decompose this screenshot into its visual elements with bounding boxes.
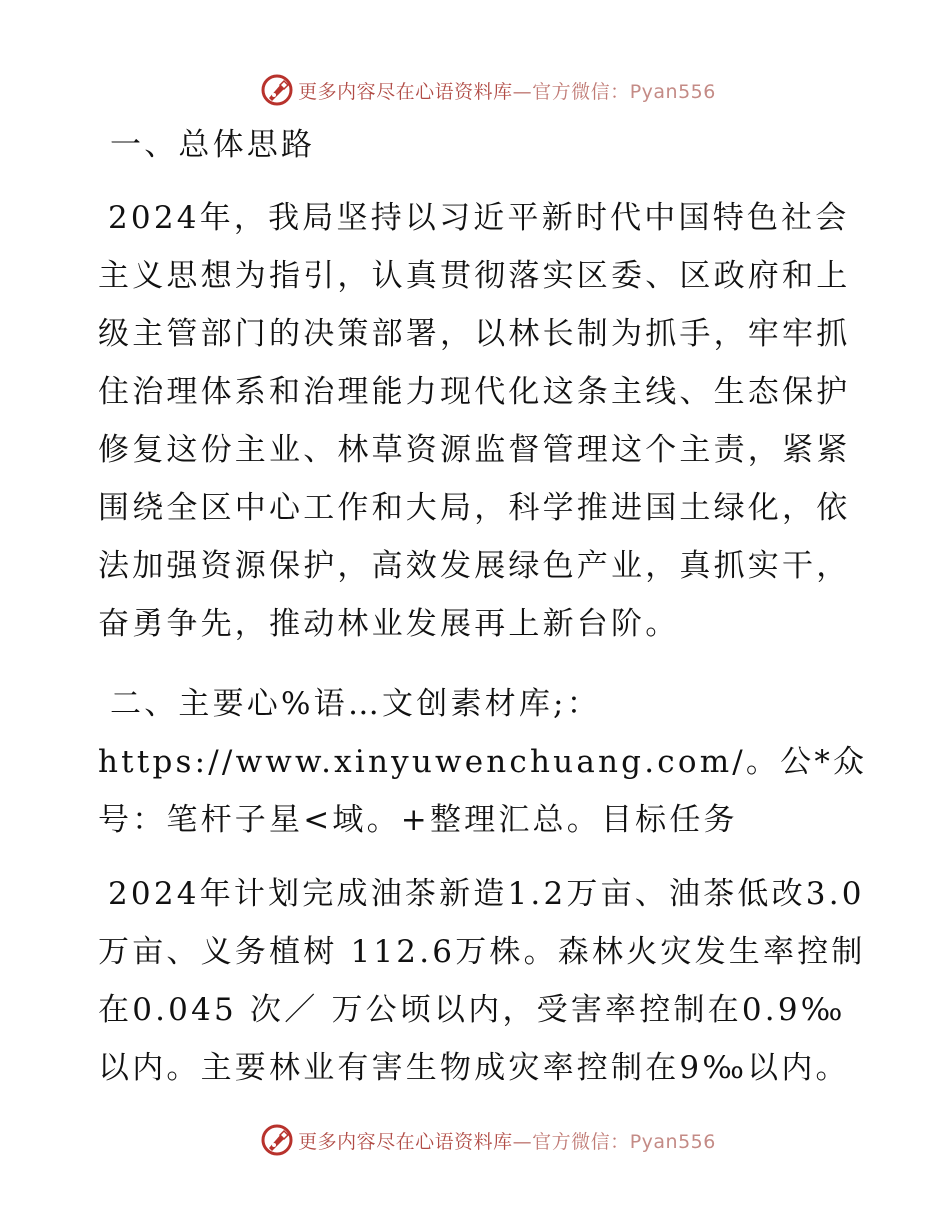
pen-nib-logo-icon xyxy=(260,1123,294,1157)
watermark-wechat-id: Pyan556 xyxy=(629,1130,716,1153)
watermark-banner-bottom xyxy=(0,1118,950,1162)
pen-nib-logo-icon xyxy=(260,73,294,107)
section-heading-overall-approach: 一、总体思路 xyxy=(110,127,316,163)
section-paragraph-main-goals: 2024年计划完成油茶新造1.2万亩、油茶低改3.0万亩、义务植树 112.6万株。森林火灾发生率控制在0.045 次／ 万公顷以内，受害率控制在0.9‰以内。主要林业有害生物成灾率控制在9‰以内。 xyxy=(98,876,866,1086)
watermark-text xyxy=(298,77,716,104)
watermark-main-text: 更多内容尽在心语资料库 xyxy=(298,80,513,103)
watermark-wechat-id: Pyan556 xyxy=(629,80,716,103)
watermark-official-label: 官方微信： xyxy=(532,1130,630,1153)
watermark-banner-top xyxy=(0,68,950,112)
watermark-main-text: 更多内容尽在心语资料库 xyxy=(298,1130,513,1153)
watermark-official-label: 官方微信： xyxy=(532,80,630,103)
watermark-dash: — xyxy=(512,1130,533,1153)
watermark-text xyxy=(298,1127,716,1154)
section-paragraph-overall-approach: 2024年，我局坚持以习近平新时代中国特色社会主义思想为指引，认真贯彻落实区委、区政府和上级主管部门的决策部署，以林长制为抓手，牢牢抓住治理体系和治理能力现代化这条主线、生态保护修复这份主业、林草资源监督管理这个主责，紧紧围绕全区中心工作和大局，科学推进国土绿化，依法加强资源保护，高效发展绿色产业，真抓实干，奋勇争先，推动林业发展再上新台阶。 xyxy=(98,200,851,642)
watermark-dash: — xyxy=(512,80,533,103)
section-heading-main-goals: 二、主要心%语…文创素材库;：https://www.xinyuwenchuang.com/。公*众号：笔杆子星<域。+整理汇总。目标任务 xyxy=(98,686,868,838)
